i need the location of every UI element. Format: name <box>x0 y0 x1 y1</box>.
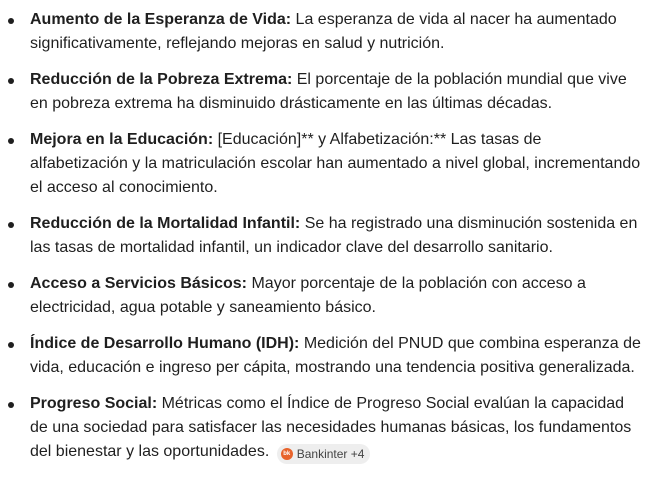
bullet-icon <box>8 342 14 348</box>
item-text: Medición del PNUD que combina esperanza de vida, educación e ingreso per cápita, mostrando una tendencia positiva generalizada. <box>30 335 641 376</box>
item-term: Aumento de la Esperanza de Vida: <box>30 11 292 28</box>
item-term: Mejora en la Educación: <box>30 131 214 148</box>
item-text: La esperanza de vida al nacer ha aumentado significativamente, reflejando mejoras en salud y nutrición. <box>30 11 617 52</box>
source-chip-label: Bankinter +4 <box>296 447 365 461</box>
bullet-icon <box>8 78 14 84</box>
list-item-poverty <box>0 68 649 116</box>
item-term: Reducción de la Mortalidad Infantil: <box>30 215 301 232</box>
bankinter-logo-icon: bk <box>281 448 293 460</box>
bullet-icon <box>8 282 14 288</box>
list-item-life-expectancy <box>0 8 649 56</box>
list-item-social-progress <box>0 392 649 464</box>
bullet-icon <box>8 222 14 228</box>
item-term: Acceso a Servicios Básicos: <box>30 275 248 292</box>
item-term: Reducción de la Pobreza Extrema: <box>30 71 293 88</box>
source-chip[interactable] <box>277 444 371 464</box>
item-text: El porcentaje de la población mundial que vive en pobreza extrema ha disminuido drásticamente en las últimas décadas. <box>30 71 627 112</box>
item-text: Mayor porcentaje de la población con acceso a electricidad, agua potable y saneamiento básico. <box>30 275 586 316</box>
item-term: Índice de Desarrollo Humano (IDH): <box>30 335 300 352</box>
list-item-education <box>0 128 649 200</box>
list-item-hdi <box>0 332 649 380</box>
item-term: Progreso Social: <box>30 395 158 412</box>
bullet-icon <box>8 402 14 408</box>
list-item-child-mortality <box>0 212 649 260</box>
list-item-basic-services <box>0 272 649 320</box>
item-text: Se ha registrado una disminución sostenida en las tasas de mortalidad infantil, un indicador clave del desarrollo sanitario. <box>30 215 638 256</box>
item-text: Métricas como el Índice de Progreso Social evalúan la capacidad de una sociedad para satisfacer las necesidades humanas básicas, los fundamentos del bienestar y las oportunidades. <box>30 395 632 460</box>
bullet-icon <box>8 18 14 24</box>
bullet-icon <box>8 138 14 144</box>
item-text: [Educación]** y Alfabetización:** Las tasas de alfabetización y la matriculación escolar han aumentado a nivel global, incrementando el acceso al conocimiento. <box>30 131 641 196</box>
